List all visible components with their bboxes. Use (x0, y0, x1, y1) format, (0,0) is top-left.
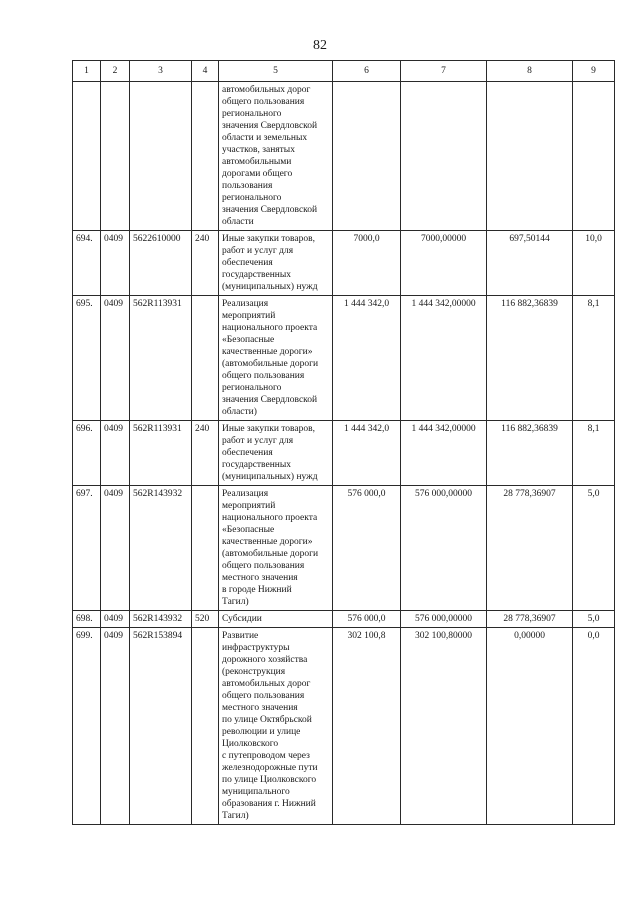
target-article: 562R113931 (130, 296, 192, 421)
row-number (73, 82, 101, 231)
section-code: 0409 (101, 611, 130, 628)
section-code (101, 82, 130, 231)
execution-percent: 8,1 (573, 421, 615, 486)
header-cell-7: 7 (401, 61, 487, 82)
target-article: 562R143932 (130, 611, 192, 628)
target-article: 562R143932 (130, 486, 192, 611)
item-name: Развитие инфраструктуры дорожного хозяйства (реконструкция автомобильных дорог общего пользования местного значения по улице Октябрьской революции и улице Циолковского с путепроводом через железнодорожные пути по улице Циолковского муниципального образования г. Нижний Тагил) (219, 628, 333, 825)
expense-type: 520 (192, 611, 219, 628)
budget-table (72, 60, 615, 825)
executed-amount: 116 882,36839 (487, 421, 573, 486)
row-number: 696. (73, 421, 101, 486)
section-code: 0409 (101, 486, 130, 611)
header-cell-2: 2 (101, 61, 130, 82)
expense-type (192, 296, 219, 421)
execution-percent: 5,0 (573, 611, 615, 628)
table-row (73, 486, 615, 611)
section-code: 0409 (101, 421, 130, 486)
header-cell-6: 6 (333, 61, 401, 82)
row-number: 699. (73, 628, 101, 825)
plan-amount: 7000,0 (333, 231, 401, 296)
table-row (73, 231, 615, 296)
header-cell-8: 8 (487, 61, 573, 82)
target-article: 5622610000 (130, 231, 192, 296)
item-name: Реализация мероприятий национального проекта «Безопасные качественные дороги» (автомобильные дороги общего пользования местного значения в городе Нижний Тагил) (219, 486, 333, 611)
clarified-amount: 1 444 342,00000 (401, 296, 487, 421)
table-row (73, 296, 615, 421)
executed-amount: 28 778,36907 (487, 611, 573, 628)
table-row (73, 82, 615, 231)
header-cell-3: 3 (130, 61, 192, 82)
row-number: 695. (73, 296, 101, 421)
executed-amount: 0,00000 (487, 628, 573, 825)
plan-amount: 576 000,0 (333, 486, 401, 611)
expense-type (192, 486, 219, 611)
row-number: 698. (73, 611, 101, 628)
plan-amount: 1 444 342,0 (333, 296, 401, 421)
clarified-amount: 302 100,80000 (401, 628, 487, 825)
execution-percent: 0,0 (573, 628, 615, 825)
clarified-amount: 576 000,00000 (401, 486, 487, 611)
item-name: Субсидии (219, 611, 333, 628)
expense-type (192, 628, 219, 825)
plan-amount (333, 82, 401, 231)
target-article: 562R113931 (130, 421, 192, 486)
row-number: 694. (73, 231, 101, 296)
table-row (73, 611, 615, 628)
table-row (73, 628, 615, 825)
section-code: 0409 (101, 628, 130, 825)
executed-amount (487, 82, 573, 231)
plan-amount: 576 000,0 (333, 611, 401, 628)
execution-percent: 5,0 (573, 486, 615, 611)
expense-type (192, 82, 219, 231)
item-name: Иные закупки товаров, работ и услуг для обеспечения государственных (муниципальных) нужд (219, 421, 333, 486)
target-article (130, 82, 192, 231)
row-number: 697. (73, 486, 101, 611)
header-cell-5: 5 (219, 61, 333, 82)
executed-amount: 697,50144 (487, 231, 573, 296)
header-cell-9: 9 (573, 61, 615, 82)
execution-percent: 8,1 (573, 296, 615, 421)
target-article: 562R153894 (130, 628, 192, 825)
item-name: автомобильных дорог общего пользования регионального значения Свердловской области и земельных участков, занятых автомобильными дорогами общего пользования регионального значения Свердловской области (219, 82, 333, 231)
execution-percent: 10,0 (573, 231, 615, 296)
expense-type: 240 (192, 231, 219, 296)
item-name: Реализация мероприятий национального проекта «Безопасные качественные дороги» (автомобильные дороги общего пользования регионального значения Свердловской области) (219, 296, 333, 421)
executed-amount: 116 882,36839 (487, 296, 573, 421)
page-number: 82 (313, 38, 327, 53)
clarified-amount: 7000,00000 (401, 231, 487, 296)
section-code: 0409 (101, 296, 130, 421)
item-name: Иные закупки товаров, работ и услуг для обеспечения государственных (муниципальных) нужд (219, 231, 333, 296)
header-cell-1: 1 (73, 61, 101, 82)
plan-amount: 302 100,8 (333, 628, 401, 825)
table-row (73, 421, 615, 486)
clarified-amount (401, 82, 487, 231)
clarified-amount: 576 000,00000 (401, 611, 487, 628)
header-row (73, 61, 615, 82)
plan-amount: 1 444 342,0 (333, 421, 401, 486)
expense-type: 240 (192, 421, 219, 486)
executed-amount: 28 778,36907 (487, 486, 573, 611)
execution-percent (573, 82, 615, 231)
clarified-amount: 1 444 342,00000 (401, 421, 487, 486)
header-cell-4: 4 (192, 61, 219, 82)
section-code: 0409 (101, 231, 130, 296)
